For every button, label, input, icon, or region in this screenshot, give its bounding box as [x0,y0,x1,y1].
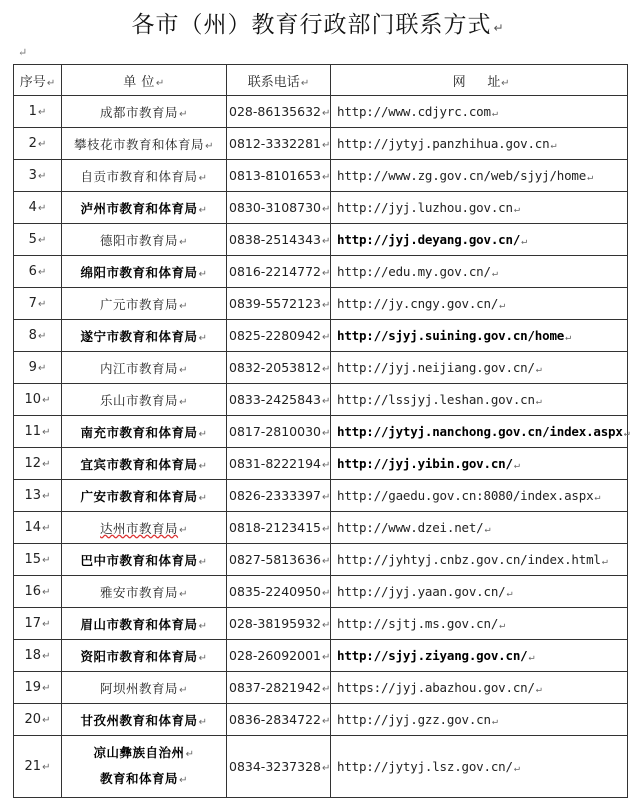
row-url-link[interactable] [331,160,628,192]
row-index [14,320,62,352]
row-phone-text: 0813-8101653 [229,168,321,183]
row-url-link[interactable] [331,448,628,480]
table-row [14,416,628,448]
header-unit-label: 单 位 [123,74,155,90]
cell-mark-icon: ↵ [42,587,51,598]
row-phone [227,96,331,128]
cell-mark-icon: ↵ [322,684,331,695]
row-unit [62,608,227,640]
row-url-link[interactable] [331,704,628,736]
row-unit [62,96,227,128]
cell-mark-icon: ↵ [322,460,331,471]
cell-mark-icon: ↵ [322,652,331,663]
cell-mark-icon: ↵ [37,331,47,342]
cell-mark-icon: ↵ [37,203,47,214]
row-index [14,480,62,512]
row-unit [62,416,227,448]
cell-mark-icon: ↵ [506,588,513,599]
cell-mark-icon: ↵ [484,524,491,535]
row-unit [62,448,227,480]
cell-mark-icon: ↵ [179,524,188,536]
row-index-text: 15 [24,552,42,567]
cell-mark-icon: ↵ [42,491,51,502]
cell-mark-icon: ↵ [322,556,331,567]
row-url-link-text: http://lssjyj.leshan.gov.cn [337,392,535,407]
row-url-link-text: http://gaedu.gov.cn:8080/index.aspx [337,488,594,503]
row-phone [227,544,331,576]
cell-mark-icon: ↵ [42,619,51,630]
header-url-label: 网 址 [452,74,501,90]
cell-mark-icon: ↵ [565,332,571,343]
cell-mark-icon: ↵ [42,427,51,438]
table-row [14,256,628,288]
cell-mark-icon: ↵ [623,428,630,439]
row-url-link-text: http://www.cdjyrc.com [337,104,491,119]
row-phone-text: 0832-2053812 [229,360,321,375]
unit-line1-text: 凉山彝族自治州 [93,744,185,760]
cell-mark-icon: ↵ [37,171,47,182]
cell-mark-icon: ↵ [179,108,188,120]
cell-mark-icon: ↵ [179,300,188,312]
row-url-link[interactable] [331,672,628,704]
row-index [14,384,62,416]
row-url-link-text: http://www.dzei.net/ [337,520,484,535]
cell-mark-icon: ↵ [42,555,51,566]
table-row [14,128,628,160]
row-index-text: 2 [28,136,37,151]
cell-mark-icon: ↵ [535,364,542,375]
cell-mark-icon: ↵ [198,652,208,664]
row-index-text: 13 [24,488,42,503]
row-url-link-text: http://jyj.luzhou.gov.cn [337,200,513,215]
cell-mark-icon: ↵ [179,774,188,786]
row-url-link-text: http://jytyj.nanchong.gov.cn/index.aspx [337,424,623,439]
row-url-link-text: https://jyj.abazhou.gov.cn/ [337,680,535,695]
header-phone-label: 联系电话 [247,74,300,90]
row-url-link-text: http://jyj.yaan.gov.cn/ [337,584,506,599]
row-unit [62,736,227,798]
cell-mark-icon: ↵ [322,140,331,151]
cell-mark-icon: ↵ [322,524,331,535]
row-index-text: 6 [28,264,37,279]
row-phone [227,448,331,480]
cell-mark-icon: ↵ [198,428,208,440]
row-url-link[interactable] [331,736,628,798]
row-index [14,544,62,576]
row-url-link-text: http://sjyj.suining.gov.cn/home [337,328,565,343]
row-url-link[interactable] [331,480,628,512]
row-phone-text: 0835-2240950 [229,584,321,599]
row-url-link[interactable] [331,640,628,672]
row-index [14,416,62,448]
cell-mark-icon: ↵ [42,715,51,726]
row-index [14,704,62,736]
row-phone [227,320,331,352]
row-phone [227,640,331,672]
cell-mark-icon: ↵ [499,300,505,311]
row-phone [227,352,331,384]
cell-mark-icon: ↵ [513,460,520,471]
table-row [14,224,628,256]
row-index-text: 7 [28,296,37,311]
cell-mark-icon: ↵ [322,236,331,247]
row-url-link[interactable] [331,224,628,256]
row-unit [62,192,227,224]
cell-mark-icon: ↵ [198,556,208,568]
table-row [14,288,628,320]
cell-mark-icon: ↵ [42,683,51,694]
header-url [331,65,628,96]
row-unit-text: 眉山市教育和体育局 [80,616,198,632]
row-index-text: 12 [24,456,42,471]
row-unit-text: 甘孜州教育和体育局 [80,712,198,728]
cell-mark-icon: ↵ [37,235,47,246]
row-phone [227,224,331,256]
cell-mark-icon: ↵ [499,620,505,631]
cell-mark-icon: ↵ [42,459,51,470]
row-index [14,640,62,672]
row-index [14,96,62,128]
table-row [14,672,628,704]
cell-mark-icon: ↵ [322,588,331,599]
row-phone-text: 0830-3108730 [229,200,321,215]
row-index-text: 16 [24,584,42,599]
table-row [14,160,628,192]
row-index [14,576,62,608]
row-phone [227,576,331,608]
row-unit [62,704,227,736]
row-url-text: http://jytyj.lsz.gov.cn/ [337,759,513,774]
table-row [14,320,628,352]
row-unit [62,672,227,704]
row-url-link[interactable] [331,544,628,576]
table-row [14,448,628,480]
cell-mark-icon: ↵ [322,396,331,407]
cell-mark-icon: ↵ [322,332,331,343]
table-row [14,736,628,798]
row-index-text: 1 [28,104,37,119]
row-url-link[interactable] [331,96,628,128]
row-url-link[interactable] [331,288,628,320]
row-index-text: 5 [28,232,37,247]
row-url-link-text: http://jyj.yibin.gov.cn/ [337,456,513,471]
row-unit [62,160,227,192]
row-phone [227,192,331,224]
row-index-text: 8 [28,328,37,343]
header-phone [227,65,331,96]
row-unit-text: 绵阳市教育和体育局 [80,264,198,280]
row-unit-text: 雅安市教育局 [100,584,179,600]
cell-mark-icon: ↵ [179,364,188,376]
cell-mark-icon: ↵ [535,396,542,407]
cell-mark-icon: ↵ [37,139,47,150]
row-unit-text: 成都市教育局 [100,104,179,120]
table-row [14,96,628,128]
cell-mark-icon: ↵ [42,395,51,406]
row-unit-text: 达州市教育局 [100,520,179,536]
row-phone [227,160,331,192]
row-unit-text: 自贡市教育和体育局 [80,168,198,184]
table-row [14,544,628,576]
row-phone-text: 0834-3237328 [229,759,321,774]
row-unit [62,544,227,576]
row-index [14,224,62,256]
row-index-text: 18 [24,648,42,663]
table-row [14,192,628,224]
cell-mark-icon: ↵ [521,236,527,247]
row-unit [62,288,227,320]
row-index [14,128,62,160]
row-url-link[interactable] [331,128,628,160]
row-phone [227,672,331,704]
cell-mark-icon: ↵ [198,332,208,344]
cell-mark-icon: ↵ [322,172,331,183]
row-phone [227,736,331,798]
cell-mark-icon: ↵ [513,763,520,774]
row-url-link-text: http://jyj.gzz.gov.cn [337,712,491,727]
cell-mark-icon: ↵ [179,684,188,696]
cell-mark-icon: ↵ [179,588,188,600]
row-url-link[interactable] [331,192,628,224]
cell-mark-icon: ↵ [322,763,331,774]
cell-mark-icon: ↵ [491,716,498,727]
row-index-text: 17 [24,616,42,631]
cell-mark-icon: ↵ [594,492,601,503]
row-index [14,672,62,704]
row-unit [62,224,227,256]
row-index-text: 11 [24,424,42,439]
row-url-link-text: http://sjyj.ziyang.gov.cn/ [337,648,528,663]
header-index [14,65,62,96]
row-phone-text: 0839-5572123 [229,296,321,311]
table-row [14,384,628,416]
row-phone-text: 0827-5813636 [229,552,321,567]
row-phone-text: 0818-2123415 [229,520,321,535]
paragraph-mark-icon: ↵ [493,21,505,35]
row-index-text: 9 [28,360,37,375]
row-url-link-text: http://jyj.neijiang.gov.cn/ [337,360,535,375]
cell-mark-icon: ↵ [198,716,208,728]
cell-mark-icon: ↵ [37,299,47,310]
row-phone-text: 0826-2333397 [229,488,321,503]
cell-mark-icon: ↵ [322,108,331,119]
cell-mark-icon: ↵ [322,268,331,279]
cell-mark-icon: ↵ [37,107,47,118]
row-unit [62,384,227,416]
row-unit-text: 南充市教育和体育局 [80,424,198,440]
row-phone [227,384,331,416]
row-unit-text: 宜宾市教育和体育局 [80,456,198,472]
row-phone-text: 0836-2834722 [229,712,321,727]
cell-mark-icon: ↵ [205,140,214,152]
row-unit-text: 乐山市教育局 [100,392,179,408]
row-phone-text: 028-86135632 [229,104,321,119]
row-phone-text: 0838-2514343 [229,232,321,247]
row-phone-text: 0816-2214772 [229,264,321,279]
row-phone [227,512,331,544]
cell-mark-icon: ↵ [601,556,608,567]
row-phone [227,416,331,448]
row-unit [62,352,227,384]
row-phone [227,128,331,160]
cell-mark-icon: ↵ [37,363,47,374]
cell-mark-icon: ↵ [513,204,520,215]
table-row [14,512,628,544]
cell-mark-icon: ↵ [587,172,593,183]
cell-mark-icon: ↵ [37,267,47,278]
cell-mark-icon: ↵ [179,396,188,408]
row-unit-text: 阿坝州教育局 [100,680,179,696]
cell-mark-icon: ↵ [322,300,331,311]
table-header-row [14,65,628,96]
row-index-text: 14 [24,520,42,535]
table-row [14,704,628,736]
row-unit-text: 德阳市教育局 [100,232,179,248]
row-unit-text: 广安市教育和体育局 [80,488,198,504]
row-url-link[interactable] [331,352,628,384]
row-url-link[interactable] [331,512,628,544]
table-body [14,96,628,736]
cell-mark-icon: ↵ [42,762,51,773]
cell-mark-icon: ↵ [42,651,51,662]
row-url-link[interactable] [331,416,628,448]
row-unit [62,256,227,288]
cell-mark-icon: ↵ [491,268,498,279]
contacts-table [13,64,628,798]
cell-mark-icon: ↵ [322,204,331,215]
unit-line2-text: 教育和体育局 [100,770,179,786]
header-unit [62,65,227,96]
row-index-text: 20 [24,712,42,727]
row-index-text: 4 [28,200,37,215]
row-index [14,160,62,192]
cell-mark-icon: ↵ [198,172,208,184]
row-index-text: 3 [28,168,37,183]
cell-mark-icon: ↵ [535,684,542,695]
row-index [14,448,62,480]
row-url-link-text: http://jytyj.panzhihua.gov.cn [337,136,550,151]
row-index [14,736,62,798]
cell-mark-icon: ↵ [155,77,165,89]
cell-mark-icon: ↵ [198,620,208,632]
cell-mark-icon: ↵ [322,364,331,375]
row-phone [227,256,331,288]
row-phone-text: 0817-2810030 [229,424,321,439]
cell-mark-icon: ↵ [300,77,310,89]
row-index [14,192,62,224]
cell-mark-icon: ↵ [322,492,331,503]
cell-mark-icon: ↵ [198,460,208,472]
row-phone-text: 028-38195932 [229,616,321,631]
row-phone-text: 0831-8222194 [229,456,321,471]
cell-mark-icon: ↵ [322,428,331,439]
row-index [14,352,62,384]
table-row [14,352,628,384]
row-phone-text: 028-26092001 [229,648,321,663]
row-index-text: 10 [24,392,42,407]
row-url-link-text: http://edu.my.gov.cn/ [337,264,491,279]
paragraph-mark-icon: ↵ [18,46,28,59]
table-row [14,640,628,672]
row-unit [62,480,227,512]
row-phone-text: 0837-2821942 [229,680,321,695]
cell-mark-icon: ↵ [179,236,188,248]
row-unit-text: 巴中市教育和体育局 [80,552,198,568]
row-url-link[interactable] [331,576,628,608]
table-row [14,608,628,640]
cell-mark-icon: ↵ [528,652,535,663]
cell-mark-icon: ↵ [322,620,331,631]
row-phone [227,608,331,640]
row-unit-text: 遂宁市教育和体育局 [80,328,198,344]
row-url-link[interactable] [331,256,628,288]
row-unit [62,320,227,352]
cell-mark-icon: ↵ [185,748,195,760]
cell-mark-icon: ↵ [42,523,51,534]
row-unit [62,640,227,672]
row-phone [227,480,331,512]
row-url-link[interactable] [331,384,628,416]
row-unit [62,576,227,608]
page-title [0,6,636,39]
cell-mark-icon: ↵ [198,204,208,216]
row-phone-text: 0833-2425843 [229,392,321,407]
row-unit [62,512,227,544]
cell-mark-icon: ↵ [322,716,331,727]
row-unit [62,128,227,160]
row-index [14,608,62,640]
row-url-link-text: http://www.zg.gov.cn/web/sjyj/home [337,168,587,183]
header-index-label: 序号 [19,74,46,90]
row-unit-text: 内江市教育局 [100,360,179,376]
row-url-link-text: http://jy.cngy.gov.cn/ [337,296,499,311]
row-phone [227,288,331,320]
row-unit-text: 资阳市教育和体育局 [80,648,198,664]
row-url-link[interactable] [331,608,628,640]
row-unit-text: 攀枝花市教育和体育局 [74,136,205,152]
cell-mark-icon: ↵ [501,77,510,89]
row-index [14,288,62,320]
cell-mark-icon: ↵ [198,268,208,280]
row-index-text: 19 [24,680,42,695]
row-unit-line2 [64,767,224,793]
row-phone-text: 0825-2280942 [229,328,321,343]
row-phone [227,704,331,736]
row-url-link-text: http://sjtj.ms.gov.cn/ [337,616,499,631]
row-url-link-text: http://jyj.deyang.gov.cn/ [337,232,521,247]
table-row [14,576,628,608]
cell-mark-icon: ↵ [491,108,498,119]
row-url-link[interactable] [331,320,628,352]
row-unit-text: 泸州市教育和体育局 [80,200,198,216]
cell-mark-icon: ↵ [550,140,557,151]
table-row [14,480,628,512]
row-url-link-text: http://jyhtyj.cnbz.gov.cn/index.html [337,552,601,567]
row-index-text: 21 [24,759,42,774]
cell-mark-icon: ↵ [198,492,208,504]
row-unit-line1 [64,741,224,767]
row-phone-text: 0812-3332281 [229,136,321,151]
title-text: 各市（州）教育行政部门联系方式 [131,12,492,38]
row-index [14,256,62,288]
cell-mark-icon: ↵ [46,77,56,89]
row-index [14,512,62,544]
row-unit-text: 广元市教育局 [100,296,179,312]
